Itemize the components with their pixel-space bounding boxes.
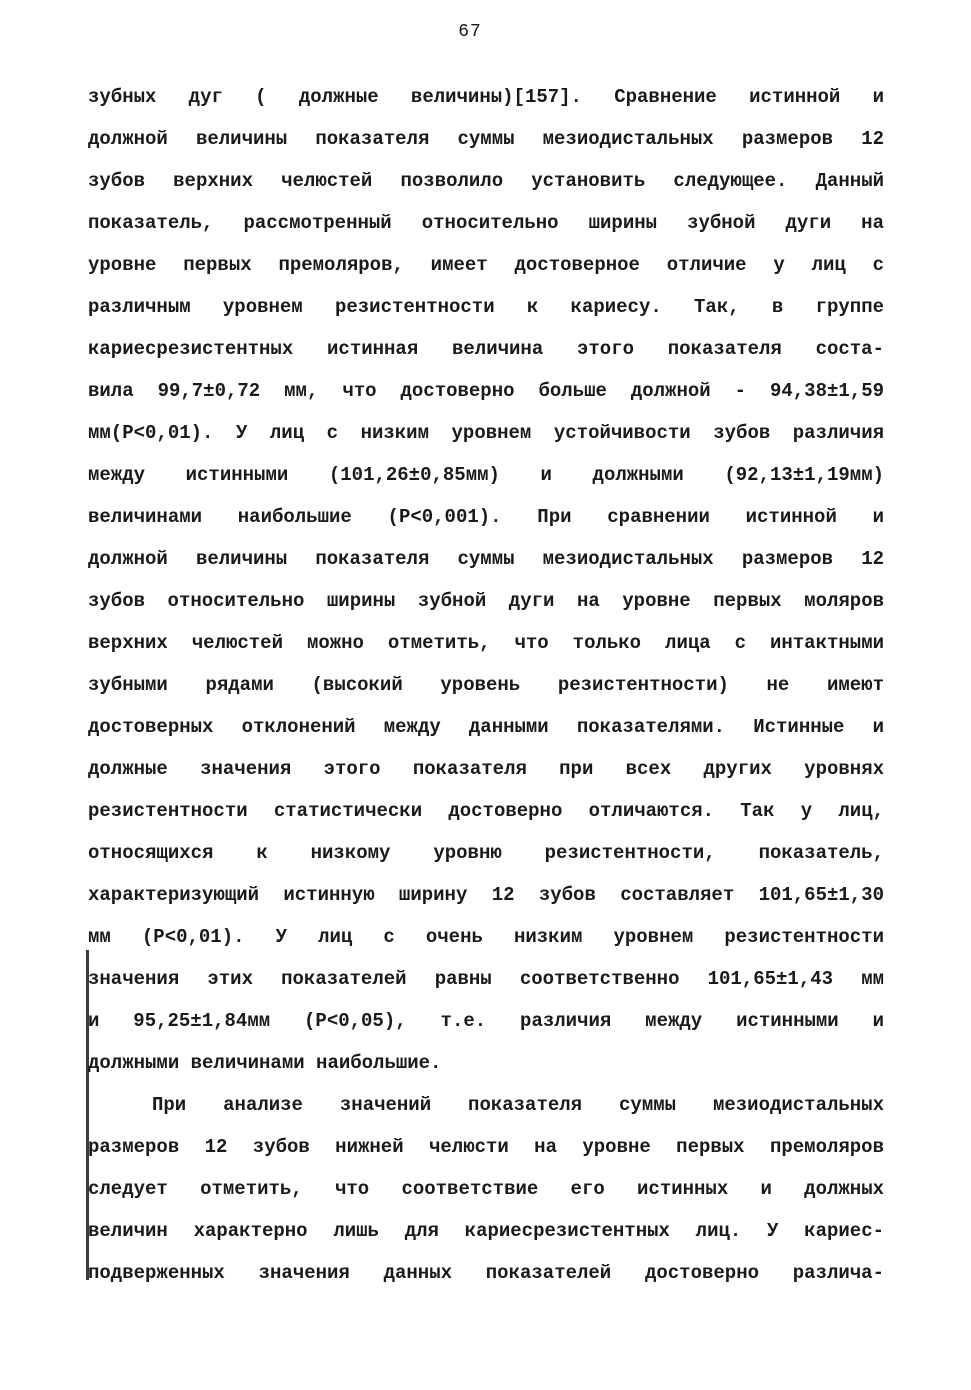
- text-line: величинами наибольшие (P<0,001). При сравнении истинной и: [88, 506, 884, 528]
- text-line: мм (P<0,01). У лиц с очень низким уровнем резистентности: [88, 926, 884, 948]
- text-line: вила 99,7±0,72 мм, что достоверно больше должной - 94,38±1,59: [88, 380, 884, 402]
- text-line: уровне первых премоляров, имеет достоверное отличие у лиц с: [88, 254, 884, 276]
- text-line: подверженных значения данных показателей достоверно различа-: [88, 1262, 884, 1284]
- text-line: показатель, рассмотренный относительно ширины зубной дуги на: [88, 212, 884, 234]
- text-line: относящихся к низкому уровню резистентности, показатель,: [88, 842, 884, 864]
- text-line: значения этих показателей равны соответственно 101,65±1,43 мм: [88, 968, 884, 990]
- text-line-paragraph-start: При анализе значений показателя суммы мезиодистальных: [152, 1094, 884, 1116]
- text-line: зубными рядами (высокий уровень резистентности) не имеют: [88, 674, 884, 696]
- text-line: зубов верхних челюстей позволило установить следующее. Данный: [88, 170, 884, 192]
- text-line: верхних челюстей можно отметить, что только лица с интактными: [88, 632, 884, 654]
- text-line: резистентности статистически достоверно отличаются. Так у лиц,: [88, 800, 884, 822]
- text-line: между истинными (101,26±0,85мм) и должными (92,13±1,19мм): [88, 464, 884, 486]
- text-line: должные значения этого показателя при всех других уровнях: [88, 758, 884, 780]
- text-line: величин характерно лишь для кариесрезистентных лиц. У кариес-: [88, 1220, 884, 1242]
- text-line: размеров 12 зубов нижней челюсти на уровне первых премоляров: [88, 1136, 884, 1158]
- text-body: [88, 76, 884, 1294]
- text-line: зубов относительно ширины зубной дуги на уровне первых моляров: [88, 590, 884, 612]
- page-number: 67: [458, 22, 482, 42]
- text-line-paragraph-end: должными величинами наибольшие.: [88, 1052, 442, 1074]
- text-line: мм(P<0,01). У лиц с низким уровнем устойчивости зубов различия: [88, 422, 884, 444]
- text-line: должной величины показателя суммы мезиодистальных размеров 12: [88, 128, 884, 150]
- text-line: следует отметить, что соответствие его истинных и должных: [88, 1178, 884, 1200]
- text-line: кариесрезистентных истинная величина этого показателя соста-: [88, 338, 884, 360]
- text-line: различным уровнем резистентности к кариесу. Так, в группе: [88, 296, 884, 318]
- text-line: достоверных отклонений между данными показателями. Истинные и: [88, 716, 884, 738]
- text-line: должной величины показателя суммы мезиодистальных размеров 12: [88, 548, 884, 570]
- text-line: зубных дуг ( должные величины)[157]. Сравнение истинной и: [88, 86, 884, 108]
- text-line: характеризующий истинную ширину 12 зубов составляет 101,65±1,30: [88, 884, 884, 906]
- text-line: и 95,25±1,84мм (P<0,05), т.е. различия между истинными и: [88, 1010, 884, 1032]
